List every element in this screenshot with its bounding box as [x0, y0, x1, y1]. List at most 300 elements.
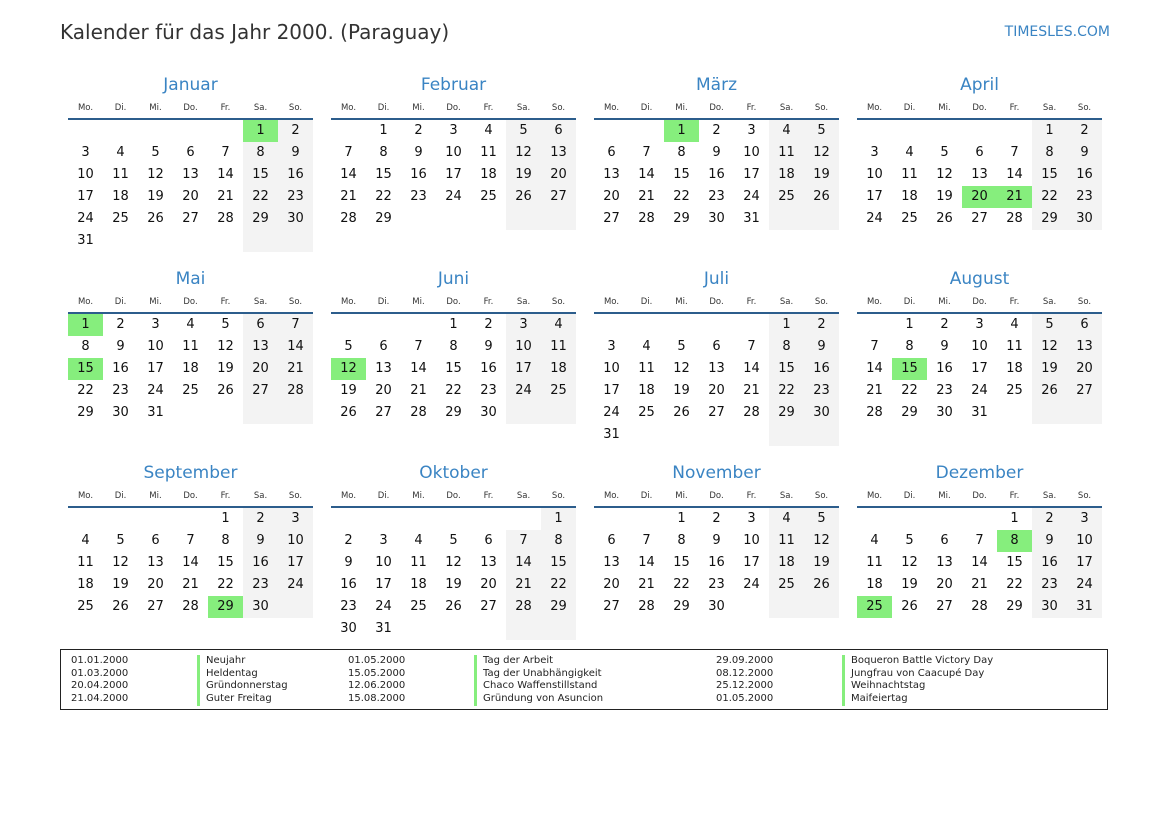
day-cell: 18 [182, 361, 199, 376]
weekday-label: Di. [903, 103, 916, 113]
holiday-name: Heldentag [197, 668, 258, 681]
day-cell: 1 [379, 123, 388, 138]
day-cell: 2 [804, 314, 839, 336]
holiday-name: Tag der Arbeit [474, 655, 553, 668]
weekday-label: Mi. [412, 491, 425, 501]
day-cell: 27 [603, 211, 620, 226]
weekday-label: Do. [709, 103, 724, 113]
weekday-label: So. [288, 491, 303, 501]
day-cell: 7 [642, 533, 651, 548]
day-cell: 26 [445, 599, 462, 614]
day-cell: 21 [410, 383, 427, 398]
holiday-row [348, 655, 603, 668]
day-cell: 8 [997, 530, 1032, 552]
weekday-label: Sa. [1042, 297, 1057, 307]
day-cell: 22 [1032, 186, 1067, 208]
day-cell: 17 [866, 189, 883, 204]
day-cell: 15 [541, 552, 576, 574]
day-cell: 14 [410, 361, 427, 376]
weekday-label: Sa. [779, 297, 794, 307]
day-cell: 16 [804, 358, 839, 380]
page-title: Kalender für das Jahr 2000. (Paraguay) [60, 20, 450, 44]
day-cell: 1 [243, 120, 278, 142]
weekday-label: Mo. [603, 491, 620, 501]
day-cell: 27 [1067, 380, 1102, 402]
weekday-header [594, 290, 839, 314]
day-cell: 6 [243, 314, 278, 336]
day-cell: 10 [375, 555, 392, 570]
empty-day-cell [699, 424, 734, 446]
weekday-label: Mo. [866, 491, 883, 501]
day-cell: 22 [1006, 577, 1023, 592]
empty-day-cell [506, 618, 541, 640]
day-cell: 8 [769, 336, 804, 358]
month-calendar [857, 462, 1102, 656]
weekday-label: Sa. [1042, 491, 1057, 501]
day-cell: 26 [1032, 380, 1067, 402]
day-cell: 25 [182, 383, 199, 398]
empty-day-cell [243, 230, 278, 252]
day-cell: 5 [344, 339, 353, 354]
day-cell: 21 [217, 189, 234, 204]
day-cell: 19 [217, 361, 234, 376]
day-cell: 19 [340, 383, 357, 398]
day-grid [331, 120, 576, 230]
day-cell: 31 [77, 233, 94, 248]
day-cell: 3 [975, 317, 984, 332]
day-cell: 26 [217, 383, 234, 398]
empty-day-cell [857, 508, 892, 530]
empty-day-cell [436, 618, 471, 640]
weekday-label: Di. [640, 491, 653, 501]
day-cell: 25 [112, 211, 129, 226]
day-cell: 10 [603, 361, 620, 376]
day-cell: 23 [278, 186, 313, 208]
day-cell: 30 [1067, 208, 1102, 230]
holiday-date: 08.12.2000 [716, 667, 774, 679]
day-cell: 23 [1067, 186, 1102, 208]
month-calendar [594, 74, 839, 268]
day-cell: 3 [747, 511, 756, 526]
weekday-label: Mo. [77, 103, 94, 113]
day-cell: 18 [901, 189, 918, 204]
day-cell: 28 [340, 211, 357, 226]
day-cell: 2 [243, 508, 278, 530]
day-cell: 13 [1067, 336, 1102, 358]
weekday-label: Do. [183, 103, 198, 113]
day-cell: 29 [243, 208, 278, 230]
weekday-label: Fr. [1009, 103, 1020, 113]
holiday-column [71, 655, 288, 706]
holiday-row [716, 693, 993, 706]
day-cell: 16 [936, 361, 953, 376]
day-grid [68, 314, 313, 424]
day-cell: 15 [673, 167, 690, 182]
day-cell: 21 [182, 577, 199, 592]
day-cell: 19 [673, 383, 690, 398]
day-cell: 15 [217, 555, 234, 570]
day-cell: 14 [743, 361, 760, 376]
day-cell: 26 [901, 599, 918, 614]
day-cell: 23 [1032, 574, 1067, 596]
day-cell: 2 [116, 317, 125, 332]
day-cell: 17 [375, 577, 392, 592]
month-calendar [857, 268, 1102, 462]
day-cell: 30 [1032, 596, 1067, 618]
day-cell: 2 [712, 511, 721, 526]
day-cell: 28 [217, 211, 234, 226]
empty-day-cell [594, 120, 629, 142]
empty-day-cell [664, 314, 699, 336]
day-cell: 10 [743, 533, 760, 548]
empty-day-cell [138, 508, 173, 530]
holiday-date: 21.04.2000 [71, 693, 129, 705]
day-cell: 5 [151, 145, 160, 160]
day-cell: 27 [603, 599, 620, 614]
day-cell: 11 [1006, 339, 1023, 354]
day-cell: 14 [182, 555, 199, 570]
empty-day-cell [594, 508, 629, 530]
day-cell: 19 [804, 164, 839, 186]
weekday-label: So. [551, 297, 566, 307]
month-name: Oktober [419, 463, 488, 483]
month-name: Februar [420, 75, 487, 95]
day-cell: 24 [278, 574, 313, 596]
empty-day-cell [997, 120, 1032, 142]
day-cell: 11 [769, 530, 804, 552]
month-name: Mai [175, 269, 206, 289]
day-cell: 18 [410, 577, 427, 592]
day-cell: 19 [445, 577, 462, 592]
day-cell: 5 [804, 508, 839, 530]
day-cell: 26 [506, 186, 541, 208]
empty-day-cell [68, 120, 103, 142]
day-cell: 16 [708, 167, 725, 182]
day-cell: 26 [673, 405, 690, 420]
weekday-label: Mi. [938, 297, 951, 307]
empty-day-cell [278, 402, 313, 424]
empty-day-cell [699, 314, 734, 336]
day-cell: 31 [147, 405, 164, 420]
day-cell: 4 [870, 533, 879, 548]
day-cell: 6 [607, 145, 616, 160]
day-cell: 25 [901, 211, 918, 226]
day-cell: 26 [936, 211, 953, 226]
day-cell: 14 [506, 552, 541, 574]
day-cell: 7 [221, 145, 230, 160]
day-cell: 22 [217, 577, 234, 592]
day-cell: 1 [664, 120, 699, 142]
weekday-label: Mo. [866, 103, 883, 113]
day-cell: 28 [638, 211, 655, 226]
day-cell: 17 [971, 361, 988, 376]
empty-day-cell [541, 402, 576, 424]
empty-day-cell [804, 424, 839, 446]
empty-day-cell [769, 424, 804, 446]
day-cell: 17 [743, 167, 760, 182]
weekday-label: Sa. [253, 103, 268, 113]
weekday-label: Di. [114, 103, 127, 113]
day-cell: 11 [77, 555, 94, 570]
weekday-label: So. [1077, 103, 1092, 113]
day-cell: 4 [769, 508, 804, 530]
empty-day-cell [962, 120, 997, 142]
day-grid [857, 508, 1102, 618]
holiday-row [348, 680, 603, 693]
month-name: Dezember [935, 463, 1024, 483]
month-calendar [331, 462, 576, 656]
day-cell: 15 [769, 358, 804, 380]
day-cell: 14 [866, 361, 883, 376]
empty-day-cell [208, 120, 243, 142]
holiday-name: Jungfrau von Caacupé Day [842, 668, 984, 681]
day-cell: 6 [607, 533, 616, 548]
day-grid [68, 508, 313, 618]
day-cell: 10 [866, 167, 883, 182]
day-cell: 20 [962, 186, 997, 208]
day-cell: 19 [506, 164, 541, 186]
weekday-label: Do. [183, 297, 198, 307]
weekday-label: Di. [903, 297, 916, 307]
day-cell: 1 [221, 511, 230, 526]
weekday-label: Mi. [938, 491, 951, 501]
day-cell: 11 [182, 339, 199, 354]
empty-day-cell [857, 314, 892, 336]
day-cell: 16 [1032, 552, 1067, 574]
weekday-label: Fr. [1009, 297, 1020, 307]
weekday-header [331, 290, 576, 314]
day-cell: 18 [541, 358, 576, 380]
weekday-label: Sa. [516, 103, 531, 113]
day-cell: 18 [638, 383, 655, 398]
day-cell: 2 [1067, 120, 1102, 142]
day-cell: 10 [743, 145, 760, 160]
day-cell: 3 [379, 533, 388, 548]
holiday-name: Chaco Waffenstillstand [474, 680, 597, 693]
day-cell: 27 [936, 599, 953, 614]
weekday-label: Di. [114, 297, 127, 307]
day-cell: 4 [186, 317, 195, 332]
day-grid [857, 120, 1102, 230]
day-cell: 8 [677, 145, 686, 160]
day-cell: 30 [480, 405, 497, 420]
empty-day-cell [436, 508, 471, 530]
day-grid [594, 508, 839, 618]
weekday-label: Do. [446, 103, 461, 113]
holiday-list [60, 649, 1108, 710]
day-cell: 30 [112, 405, 129, 420]
day-cell: 29 [673, 211, 690, 226]
day-cell: 10 [445, 145, 462, 160]
day-cell: 27 [243, 380, 278, 402]
day-cell: 9 [940, 339, 949, 354]
day-cell: 24 [743, 577, 760, 592]
day-cell: 3 [151, 317, 160, 332]
day-cell: 9 [804, 336, 839, 358]
day-cell: 21 [971, 577, 988, 592]
day-cell: 20 [603, 189, 620, 204]
day-cell: 11 [638, 361, 655, 376]
day-grid [331, 314, 576, 424]
empty-day-cell [173, 120, 208, 142]
empty-day-cell [506, 508, 541, 530]
day-cell: 15 [375, 167, 392, 182]
brand-link[interactable]: TIMESLES.COM [1004, 24, 1110, 40]
empty-day-cell [471, 618, 506, 640]
day-grid [857, 314, 1102, 424]
day-cell: 12 [217, 339, 234, 354]
day-cell: 27 [182, 211, 199, 226]
month-calendar [594, 268, 839, 462]
day-cell: 26 [804, 186, 839, 208]
month-name: August [949, 269, 1010, 289]
weekday-header [857, 96, 1102, 120]
weekday-label: Di. [377, 491, 390, 501]
day-cell: 1 [905, 317, 914, 332]
day-cell: 28 [410, 405, 427, 420]
day-cell: 30 [708, 211, 725, 226]
day-cell: 29 [208, 596, 243, 618]
day-cell: 24 [743, 189, 760, 204]
holiday-row [348, 693, 603, 706]
empty-day-cell [506, 402, 541, 424]
day-cell: 22 [901, 383, 918, 398]
day-cell: 5 [1032, 314, 1067, 336]
empty-day-cell [629, 314, 664, 336]
day-cell: 6 [940, 533, 949, 548]
day-cell: 21 [866, 383, 883, 398]
weekday-label: Fr. [220, 491, 231, 501]
day-cell: 22 [769, 380, 804, 402]
day-cell: 18 [480, 167, 497, 182]
day-cell: 23 [708, 577, 725, 592]
day-cell: 8 [905, 339, 914, 354]
day-cell: 23 [804, 380, 839, 402]
holiday-date: 29.09.2000 [716, 655, 774, 666]
empty-day-cell [278, 230, 313, 252]
empty-day-cell [366, 314, 401, 336]
day-cell: 8 [243, 142, 278, 164]
empty-day-cell [243, 402, 278, 424]
empty-day-cell [892, 120, 927, 142]
day-cell: 2 [484, 317, 493, 332]
day-cell: 9 [1067, 142, 1102, 164]
day-cell: 18 [1006, 361, 1023, 376]
day-cell: 22 [541, 574, 576, 596]
day-cell: 13 [541, 142, 576, 164]
day-cell: 23 [936, 383, 953, 398]
day-cell: 10 [1067, 530, 1102, 552]
month-name: März [696, 75, 737, 95]
holiday-row [716, 668, 993, 681]
day-cell: 5 [506, 120, 541, 142]
day-cell: 28 [866, 405, 883, 420]
day-cell: 11 [901, 167, 918, 182]
day-cell: 6 [484, 533, 493, 548]
day-cell: 12 [445, 555, 462, 570]
holiday-date: 20.04.2000 [71, 680, 129, 692]
month-calendar [68, 268, 313, 462]
month-calendar [857, 74, 1102, 268]
empty-day-cell [331, 508, 366, 530]
day-cell: 12 [901, 555, 918, 570]
day-cell: 11 [541, 336, 576, 358]
day-cell: 28 [182, 599, 199, 614]
empty-day-cell [401, 618, 436, 640]
day-cell: 9 [278, 142, 313, 164]
day-cell: 20 [243, 358, 278, 380]
weekday-label: Fr. [220, 103, 231, 113]
empty-day-cell [68, 508, 103, 530]
day-cell: 1 [68, 314, 103, 336]
empty-day-cell [278, 596, 313, 618]
weekday-label: Fr. [220, 297, 231, 307]
day-cell: 31 [375, 621, 392, 636]
day-cell: 16 [708, 555, 725, 570]
day-cell: 20 [182, 189, 199, 204]
day-cell: 9 [712, 533, 721, 548]
day-cell: 9 [116, 339, 125, 354]
day-cell: 22 [243, 186, 278, 208]
day-cell: 28 [278, 380, 313, 402]
day-cell: 7 [344, 145, 353, 160]
day-cell: 3 [81, 145, 90, 160]
day-cell: 24 [77, 211, 94, 226]
weekday-header [594, 96, 839, 120]
day-cell: 28 [1006, 211, 1023, 226]
day-cell: 9 [243, 530, 278, 552]
empty-day-cell [892, 508, 927, 530]
day-grid [594, 314, 839, 446]
weekday-header [331, 484, 576, 508]
day-cell: 24 [375, 599, 392, 614]
day-cell: 31 [971, 405, 988, 420]
day-cell: 24 [445, 189, 462, 204]
holiday-name: Neujahr [197, 655, 245, 668]
day-cell: 4 [905, 145, 914, 160]
day-cell: 24 [971, 383, 988, 398]
empty-day-cell [734, 314, 769, 336]
day-cell: 13 [182, 167, 199, 182]
day-cell: 15 [243, 164, 278, 186]
day-cell: 31 [1067, 596, 1102, 618]
weekday-label: Di. [114, 491, 127, 501]
day-cell: 29 [673, 599, 690, 614]
day-cell: 14 [638, 555, 655, 570]
day-cell: 15 [1006, 555, 1023, 570]
weekday-label: Mo. [866, 297, 883, 307]
empty-day-cell [506, 208, 541, 230]
day-cell: 25 [410, 599, 427, 614]
day-cell: 25 [769, 574, 804, 596]
day-cell: 19 [901, 577, 918, 592]
day-grid [594, 120, 839, 230]
day-cell: 8 [677, 533, 686, 548]
month-name: April [960, 75, 999, 95]
day-cell: 16 [340, 577, 357, 592]
day-cell: 7 [186, 533, 195, 548]
day-cell: 15 [892, 358, 927, 380]
day-cell: 27 [147, 599, 164, 614]
day-cell: 7 [506, 530, 541, 552]
weekday-label: Fr. [746, 297, 757, 307]
day-cell: 30 [340, 621, 357, 636]
day-cell: 27 [971, 211, 988, 226]
empty-day-cell [997, 402, 1032, 424]
day-cell: 29 [77, 405, 94, 420]
day-cell: 17 [147, 361, 164, 376]
weekday-header [68, 484, 313, 508]
